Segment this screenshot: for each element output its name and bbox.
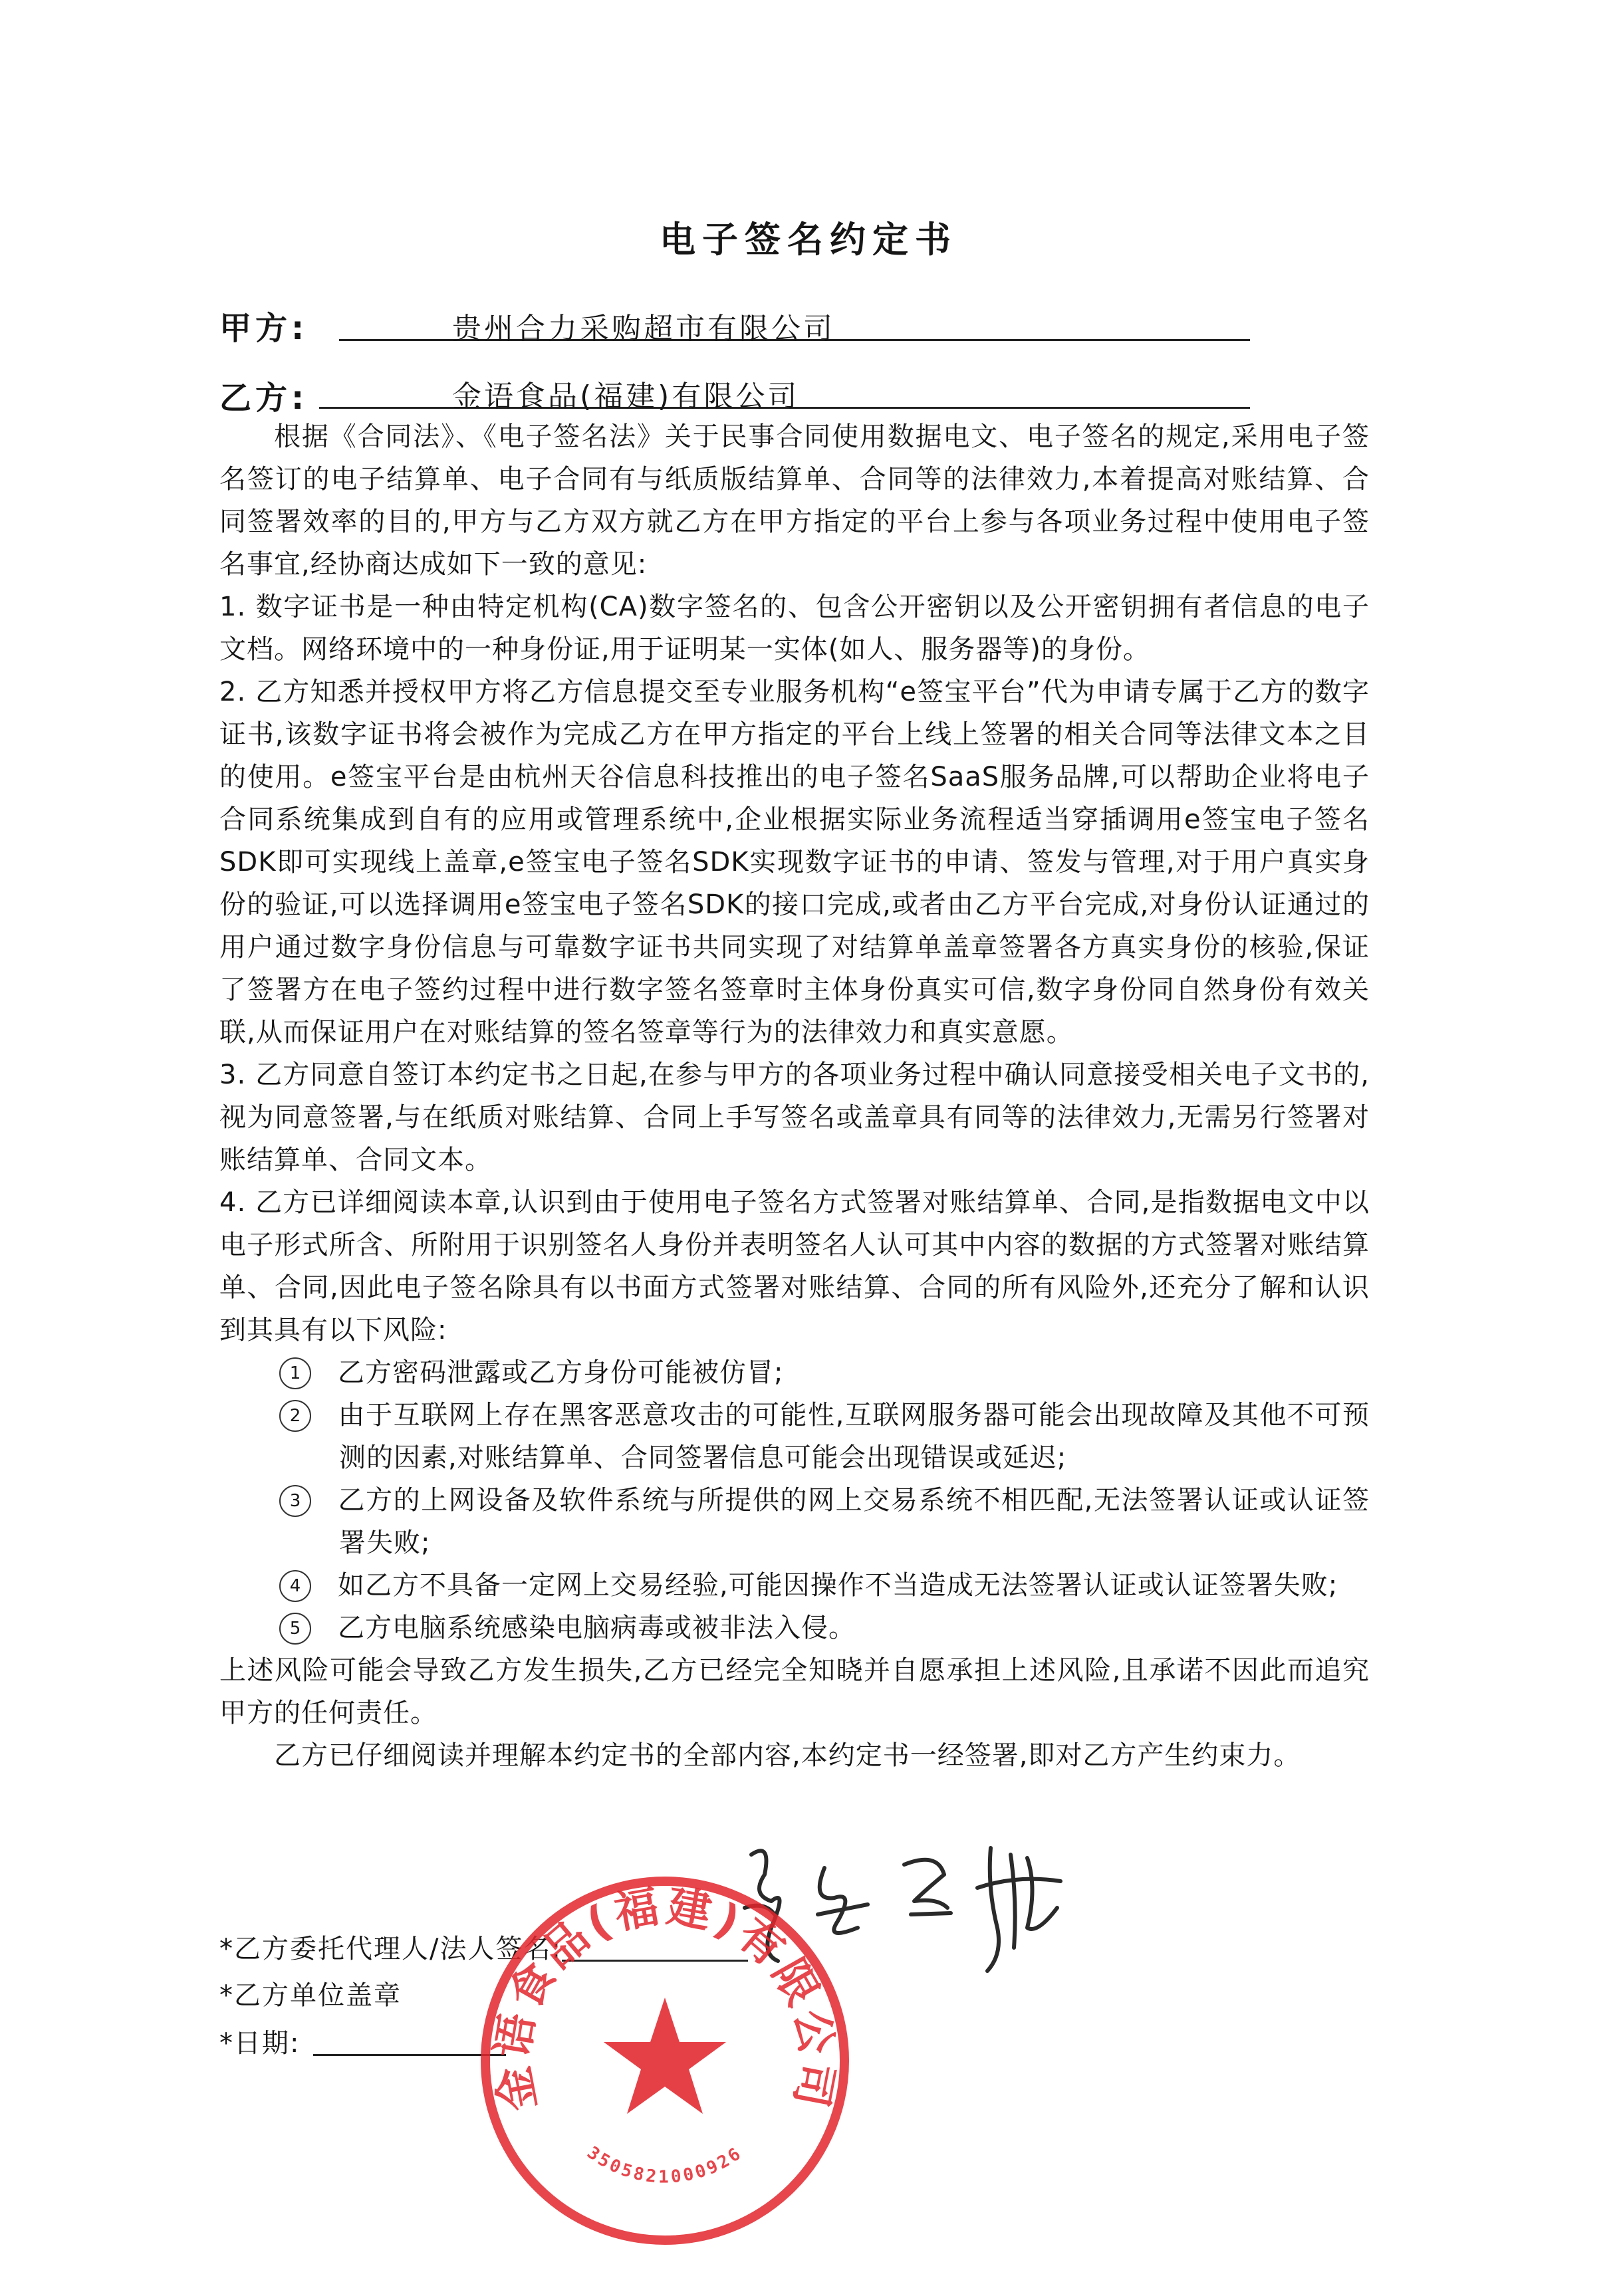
circled-number: 3 <box>279 1485 311 1517</box>
circled-number: 4 <box>279 1570 311 1602</box>
intro-paragraph: 根据《合同法》、《电子签名法》关于民事合同使用数据电文、电子签名的规定,采用电子签名签订的电子结算单、电子合同有与纸质版结算单、合同等的法律效力,本着提高对账结算、合同签署效率的目的,甲方与乙方双方就乙方在甲方指定的平台上参与各项业务过程中使用电子签名事宜,经协商达成如下一致的意见: <box>219 421 1370 580</box>
seal-label: *乙方单位盖章 <box>219 1980 402 2011</box>
date-label: *日期: <box>219 2028 301 2059</box>
document-body <box>219 415 1370 1777</box>
agent-signature-label: *乙方委托代理人/法人签名: <box>219 1934 562 1964</box>
party-b-value: 金语食品(福建)有限公司 <box>452 380 800 413</box>
document-title: 电子签名约定书 <box>660 219 957 261</box>
circled-number: 2 <box>279 1400 311 1432</box>
clause-1: 1. 数字证书是一种由特定机构(CA)数字签名的、包含公开密钥以及公开密钥拥有者信息的电子文档。网络环境中的一种身份证,用于证明某一实体(如人、服务器等)的身份。 <box>219 592 1370 665</box>
risk-text: 乙方的上网设备及软件系统与所提供的网上交易系统不相匹配,无法签署认证或认证签署失败; <box>338 1485 1370 1558</box>
risk-text: 乙方电脑系统感染电脑病毒或被非法入侵。 <box>338 1613 856 1643</box>
closing-paragraph: 乙方已仔细阅读并理解本约定书的全部内容,本约定书一经签署,即对乙方产生约束力。 <box>274 1740 1301 1771</box>
company-seal <box>465 1861 864 2260</box>
risk-item <box>279 1351 1370 1394</box>
risk-text: 由于互联网上存在黑客恶意攻击的可能性,互联网服务器可能会出现故障及其他不可预测的因素,对账结算单、合同签署信息可能会出现错误或延迟; <box>338 1400 1370 1473</box>
risk-text: 如乙方不具备一定网上交易经验,可能因操作不当造成无法签署认证或认证签署失败; <box>338 1570 1338 1601</box>
svg-text:3505821000926 <box>583 2142 746 2187</box>
risk-item <box>279 1564 1370 1607</box>
risk-summary: 上述风险可能会导致乙方发生损失,乙方已经完全知晓并自愿承担上述风险,且承诺不因此而追究甲方的任何责任。 <box>219 1655 1370 1728</box>
risk-text: 乙方密码泄露或乙方身份可能被仿冒; <box>338 1357 784 1388</box>
party-a-value: 贵州合力采购超市有限公司 <box>452 312 835 346</box>
clause-2: 2. 乙方知悉并授权甲方将乙方信息提交至专业服务机构“e签宝平台”代为申请专属于乙方的数字证书,该数字证书将会被作为完成乙方在甲方指定的平台上线上签署的相关合同等法律文本之目的使用。e签宝平台是由杭州天谷信息科技推出的电子签名SaaS服务品牌,可以帮助企业将电子合同系统集成到自有的应用或管理系统中,企业根据实际业务流程适当穿插调用e签宝电子签名SDK即可实现线上盖章,e签宝电子签名SDK实现数字证书的申请、签发与管理,对于用户真实身份的验证,可以选择调用e签宝电子签名SDK的接口完成,或者由乙方平台完成,对身份认证通过的用户通过数字身份信息与可靠数字证书共同实现了对结算单盖章签署各方真实身份的核验,保证了签署方在电子签约过程中进行数字签名签章时主体身份真实可信,数字身份同自然身份有效关联,从而保证用户在对账结算的签名签章等行为的法律效力和真实意愿。 <box>219 677 1370 1048</box>
party-b-label: 乙方: <box>219 380 309 417</box>
seal-text: 金语食品(福建)有限公司 <box>486 1880 844 2115</box>
party-a-label: 甲方: <box>219 310 309 347</box>
date-row <box>219 2022 506 2060</box>
circled-number: 5 <box>279 1613 311 1645</box>
risk-item <box>279 1394 1370 1479</box>
circled-number: 1 <box>279 1357 311 1389</box>
clause-4: 4. 乙方已详细阅读本章,认识到由于使用电子签名方式签署对账结算单、合同,是指数据电文中以电子形式所含、所附用于识别签名人身份并表明签名人认可其中内容的数据的方式签署对账结算单、合同,因此电子签名除具有以书面方式签署对账结算、合同的所有风险外,还充分了解和认识到其具有以下风险: <box>219 1187 1370 1345</box>
seal-row <box>219 1974 402 2012</box>
seal-code: 3505821000926 <box>583 2142 747 2188</box>
risk-item <box>279 1607 1370 1649</box>
risk-item <box>279 1479 1370 1564</box>
clause-3: 3. 乙方同意自签订本约定书之日起,在参与甲方的各项业务过程中确认同意接受相关电子文书的,视为同意签署,与在纸质对账结算、合同上手写签名或盖章具有同等的法律效力,无需另行签署对账结算单、合同文本。 <box>219 1060 1370 1175</box>
